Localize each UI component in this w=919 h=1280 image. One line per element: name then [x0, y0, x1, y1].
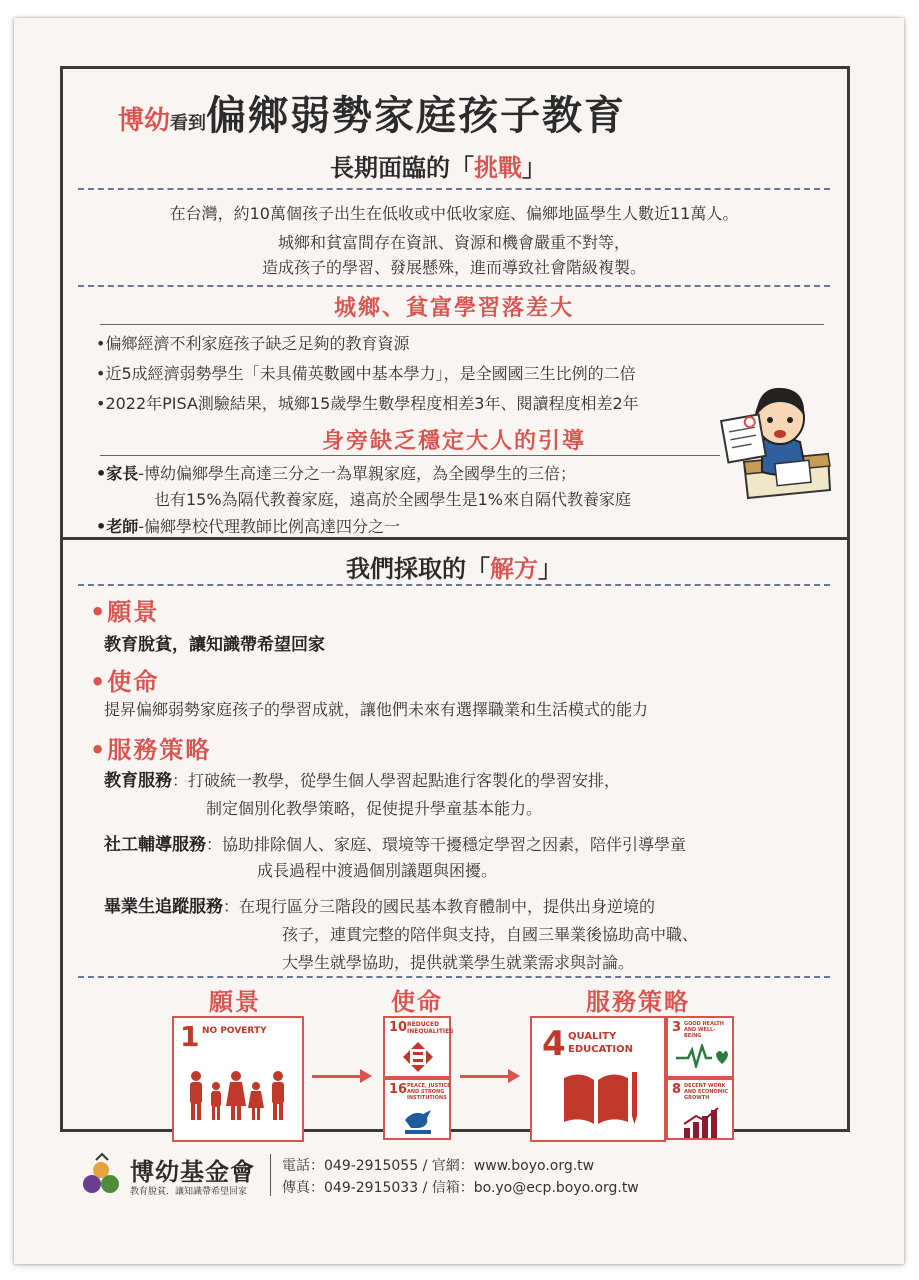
- intro-line: 城鄉和貧富間存在資訊、資源和機會嚴重不對等，: [277, 233, 630, 252]
- sdg-label-vision: 願景: [209, 988, 261, 1016]
- contact-line: 電話：049-2915055 / 官網：www.boyo.org.tw: [282, 1158, 595, 1174]
- sdg-label-strategy: 服務策略: [586, 988, 690, 1016]
- service-line: 成長過程中渡過個別議題與困擾。: [257, 861, 498, 880]
- title-big: 偏鄉弱勢家庭孩子教育: [206, 93, 627, 139]
- service-line: 孩子，連貫完整的陪伴與支持，自國三畢業後協助高中職、: [282, 925, 699, 944]
- divider: [78, 285, 830, 287]
- sdg-goal-text: DECENT WORK AND ECONOMIC GROWTH: [684, 1083, 729, 1101]
- service-line: ：打破統一教學，從學生個人學習起點進行客製化的學習安排，: [172, 771, 621, 790]
- service-label: 畢業生追蹤服務: [104, 897, 223, 917]
- sdg-goal-8-tile: [666, 1078, 734, 1140]
- service-graduate: [104, 892, 655, 917]
- heartbeat-icon: [676, 1044, 728, 1068]
- org-logo-icon: [78, 1152, 128, 1196]
- sdg-goal-number: 8: [672, 1082, 682, 1097]
- solution-heading-pre: 我們採取的「: [346, 555, 490, 583]
- footer-separator: [270, 1154, 271, 1196]
- sdg-goal-text: REDUCED INEQUALITIES: [407, 1021, 454, 1035]
- parent-text: -博幼偏鄉學生高達三分之一為單親家庭，為全國學生的三倍；: [138, 464, 577, 483]
- service-line: ：協助排除個人、家庭、環境等干擾穩定學習之因素，陪伴引導學童: [206, 835, 687, 854]
- service-education: [104, 766, 620, 791]
- sdg-label-mission: 使命: [391, 988, 443, 1016]
- sdg-goal-text: PEACE, JUSTICE AND STRONG INSTITUTIONS: [407, 1083, 451, 1101]
- service-line: 制定個別化教學策略，促使提升學童基本能力。: [206, 799, 543, 818]
- subtitle-pre: 長期面臨的「: [330, 154, 474, 182]
- dove-gavel-icon: [399, 1108, 439, 1136]
- solution-heading: [78, 549, 830, 584]
- gap-bullet: •近5成經濟弱勢學生「未具備英數國中基本學力」，是全國國三生比例的二倍: [96, 364, 636, 383]
- vision-text: 教育脫貧，讓知識帶希望回家: [104, 635, 325, 655]
- teacher-bullet: [96, 514, 400, 537]
- heading-underline: [100, 455, 720, 456]
- solution-heading-red: 解方: [490, 555, 538, 583]
- contact-line: 傳真：049-2915033 / 信箱：bo.yo@ecp.boyo.org.tw: [282, 1180, 639, 1196]
- divider: [78, 188, 830, 190]
- teacher-text: -偏鄉學校代理教師比例高達四分之一: [138, 517, 401, 536]
- subtitle-post: 」: [522, 154, 546, 182]
- gap-bullet: •2022年PISA測驗結果，城鄉15歲學生數學程度相差3年、閱讀程度相差2年: [96, 394, 639, 413]
- equality-icon: [403, 1042, 433, 1072]
- strategy-title: •服務策略: [90, 736, 212, 764]
- service-line: 大學生就學協助，提供就業學生就業需求與討論。: [282, 953, 635, 972]
- org-slogan: 教育脫貧．讓知識帶希望回家: [130, 1187, 248, 1197]
- sdg-goal-1-tile: [172, 1016, 304, 1142]
- family-icon: [186, 1070, 292, 1122]
- parent-bullet: [96, 461, 576, 484]
- page-title: [118, 84, 626, 144]
- sdg-goal-number: 4: [542, 1024, 566, 1064]
- sdg-goal-4-tile: [530, 1016, 666, 1142]
- service-label: 教育服務: [104, 771, 172, 791]
- service-label: 社工輔導服務: [104, 835, 206, 855]
- solution-heading-post: 」: [538, 555, 562, 583]
- teacher-label: •老師: [96, 517, 139, 536]
- title-small: 看到: [170, 113, 207, 134]
- subtitle-red: 挑戰: [474, 154, 522, 182]
- guide-heading: 身旁缺乏穩定大人的引導: [321, 429, 586, 454]
- sdg-goal-10-tile: [383, 1016, 454, 1078]
- sdg-goal-number: 10: [389, 1020, 408, 1035]
- growth-chart-icon: [682, 1106, 722, 1138]
- book-pencil-icon: [562, 1070, 642, 1126]
- sdg-goal-text: QUALITY EDUCATION: [568, 1031, 633, 1055]
- mission-text: 提昇偏鄉弱勢家庭孩子的學習成就，讓他們未來有選擇職業和生活模式的能力: [104, 700, 649, 719]
- arrow-right-icon: [460, 1075, 510, 1078]
- sdg-goal-text: GOOD HEALTH AND WELL-BEING: [684, 1021, 724, 1039]
- divider: [78, 976, 830, 978]
- service-social: [104, 830, 686, 855]
- divider: [78, 584, 830, 586]
- arrow-right-icon: [312, 1075, 362, 1078]
- title-red: 博幼: [118, 106, 171, 136]
- sdg-goal-number: 1: [180, 1020, 200, 1053]
- heading-underline: [100, 324, 824, 325]
- sdg-goal-16-tile: [383, 1078, 451, 1140]
- gap-bullet: •偏鄉經濟不利家庭孩子缺乏足夠的教育資源: [96, 334, 410, 353]
- intro-line: 造成孩子的學習、發展懸殊，進而導致社會階級複製。: [261, 258, 646, 277]
- gap-heading: 城鄉、貧富學習落差大: [333, 296, 574, 321]
- sdg-goal-number: 16: [389, 1082, 408, 1097]
- page-subtitle: [330, 148, 546, 183]
- org-name: 博幼基金會: [130, 1158, 255, 1186]
- child-illustration: [718, 378, 836, 508]
- sdg-goal-3-tile: [666, 1016, 734, 1078]
- mission-title: •使命: [90, 668, 160, 696]
- service-line: ：在現行區分三階段的國民基本教育體制中，提供出身逆境的: [223, 897, 656, 916]
- vision-title: •願景: [90, 598, 160, 626]
- sdg-goal-number: 3: [672, 1020, 682, 1035]
- parent-text-cont: 也有15%為隔代教養家庭，遠高於全國學生是1%來自隔代教養家庭: [154, 490, 631, 509]
- sdg-goal-text: NO POVERTY: [202, 1026, 267, 1036]
- intro-line: 在台灣，約10萬個孩子出生在低收或中低收家庭、偏鄉地區學生人數近11萬人。: [169, 204, 739, 223]
- parent-label: •家長: [96, 464, 139, 483]
